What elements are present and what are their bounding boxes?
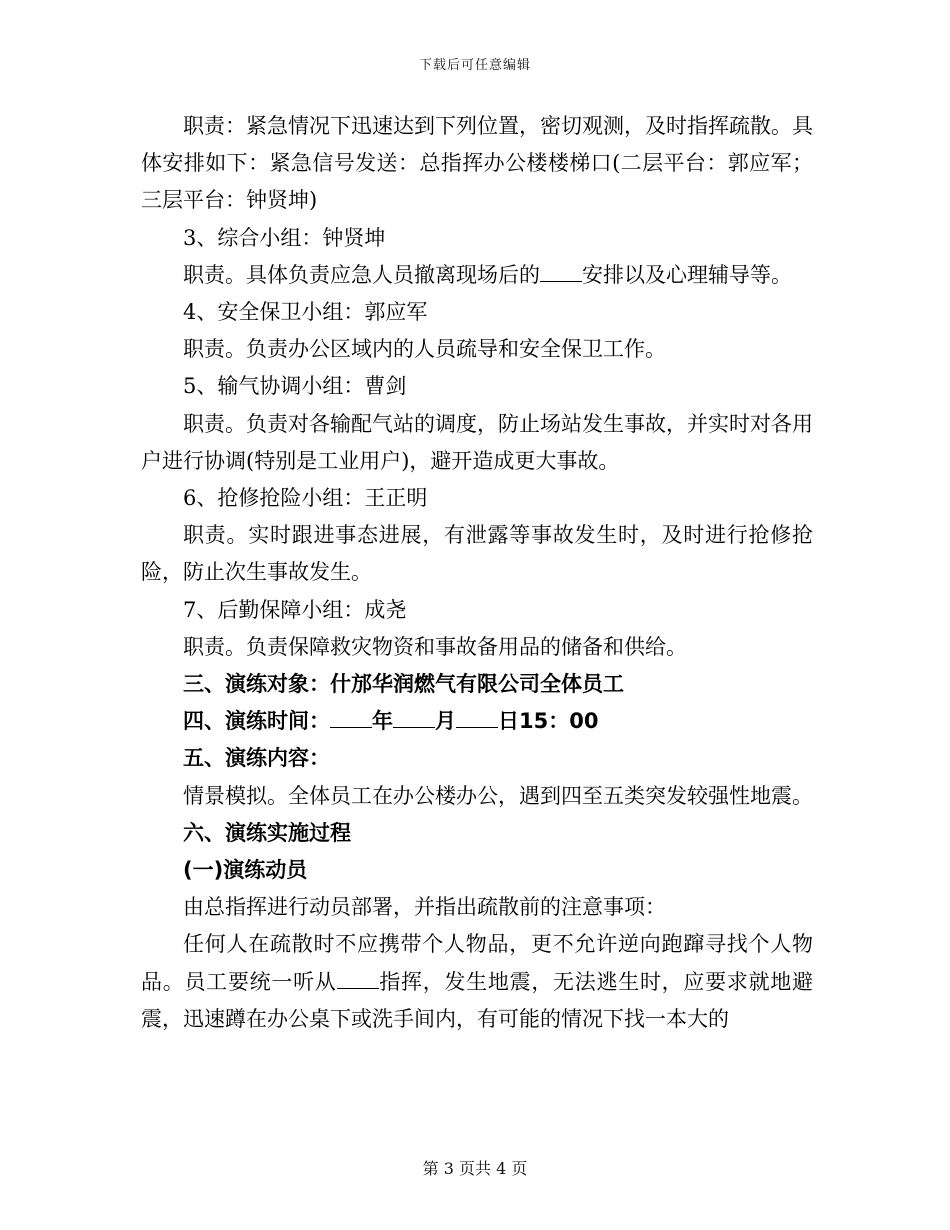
paragraph-evacuation-rules	[141, 926, 813, 1038]
item-general-group: 3、综合小组：钟贤坤	[183, 225, 386, 250]
blank-line	[337, 988, 379, 989]
page-footer: 第 3 页共 4 页	[422, 1159, 528, 1178]
paragraph-general-group-duty	[141, 257, 813, 294]
blank-day	[456, 727, 498, 728]
text-segment: 四、演练时间：	[183, 709, 330, 734]
heading-drill-content: 五、演练内容：	[183, 746, 330, 771]
blank-month	[393, 727, 435, 728]
heading-drill-target: 三、演练对象：什邡华润燃气有限公司全体员工	[183, 672, 624, 697]
subheading-mobilization: (一)演练动员	[183, 858, 308, 883]
item-security-group: 4、安全保卫小组：郭应军	[183, 300, 428, 325]
blank-year	[330, 727, 372, 728]
paragraph-mobilization-intro: 由总指挥进行动员部署，并指出疏散前的注意事项：	[183, 895, 666, 920]
text-segment: 指挥，发生地震，无法逃生时，应要求就地避震，迅速蹲在办公桌下或洗手间内，有可能的情况下找一本大的	[141, 969, 814, 1031]
paragraph-scenario: 情景模拟。全体员工在办公楼办公，遇到四至五类突发较强性地震。	[183, 783, 813, 808]
blank-line	[540, 281, 582, 282]
heading-drill-time	[141, 703, 813, 740]
paragraph-repair-duty: 职责。实时跟进事态进展，有泄露等事故发生时，及时进行抢修抢险，防止次生事故发生。	[141, 523, 813, 585]
text-segment: 职责。具体负责应急人员撤离现场后的	[183, 262, 540, 287]
heading-drill-process: 六、演练实施过程	[183, 820, 351, 845]
text-segment: 任何人在疏散时不应携带个人物品，更不允许逆向跑蹿寻找个人物品。员工要统一听从	[141, 932, 813, 994]
paragraph-security-duty: 职责。负责办公区域内的人员疏导和安全保卫工作。	[183, 337, 666, 362]
paragraph-responsibility-evacuation: 职责：紧急情况下迅速达到下列位置，密切观测，及时指挥疏散。具体安排如下：紧急信号发送：总指挥办公楼楼梯口(二层平台：郭应军；三层平台：钟贤坤)	[141, 114, 813, 213]
item-repair-group: 6、抢修抢险小组：王正明	[183, 486, 428, 511]
page-header: 下载后可任意编辑	[418, 58, 531, 73]
text-segment: 安排以及心理辅导等。	[582, 262, 792, 287]
text-segment: 日15：00	[498, 709, 599, 734]
text-segment: 年	[372, 709, 393, 734]
paragraph-logistics-duty: 职责。负责保障救灾物资和事故备用品的储备和供给。	[183, 634, 687, 659]
paragraph-gas-coordination-duty: 职责。负责对各输配气站的调度，防止场站发生事故，并实时对各用户进行协调(特别是工业用户)，避开造成更大事故。	[141, 411, 813, 473]
text-segment: 月	[435, 709, 456, 734]
document-body	[141, 108, 813, 1038]
item-logistics-group: 7、后勤保障小组：成尧	[183, 597, 407, 622]
item-gas-coordination-group: 5、输气协调小组：曹剑	[183, 374, 407, 399]
